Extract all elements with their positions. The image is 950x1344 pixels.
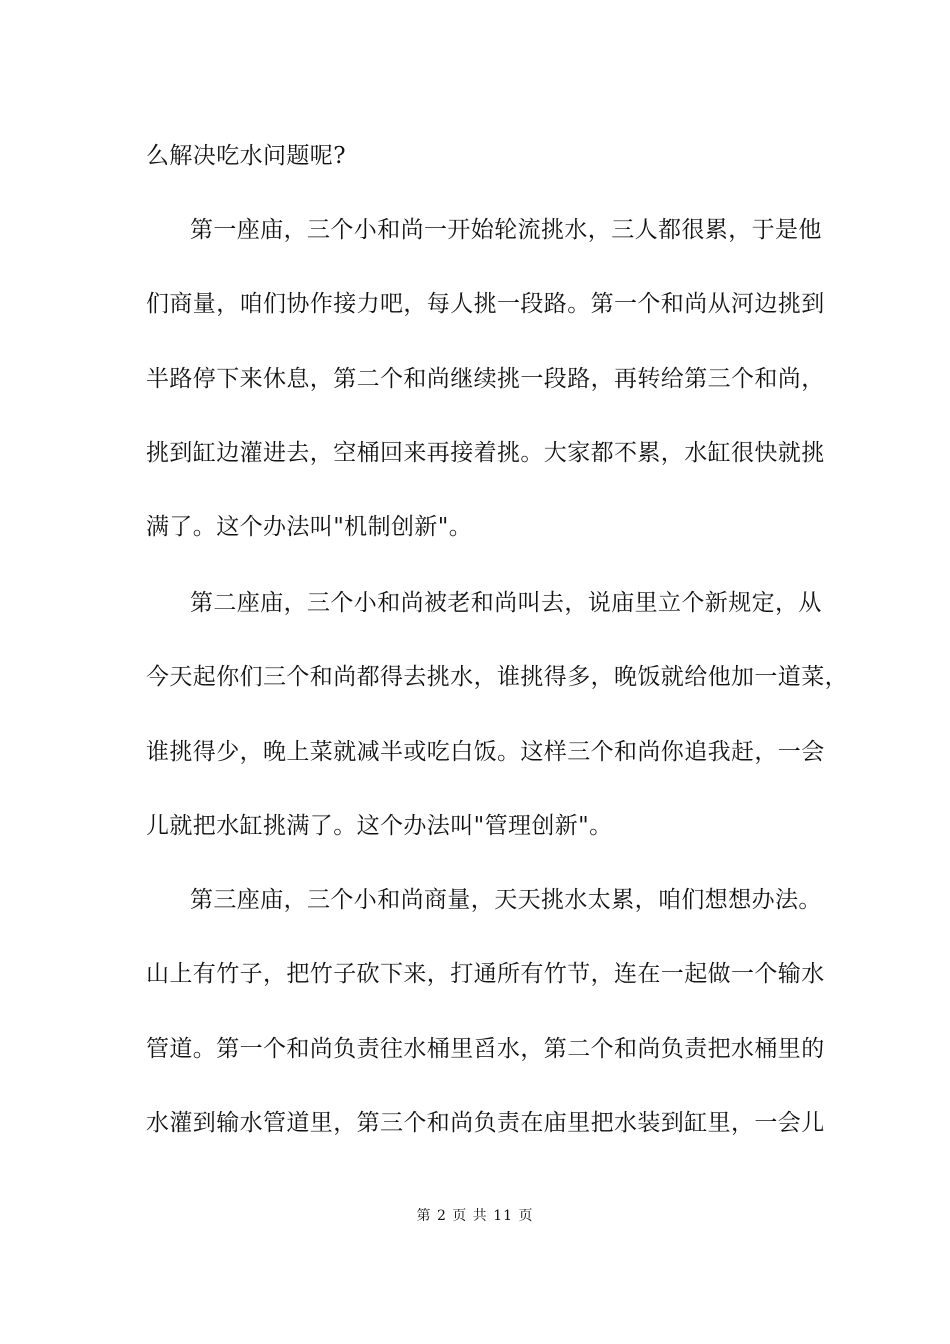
text-line: 满了。这个办法叫"机制创新"。 xyxy=(146,514,473,540)
text-line: 今天起你们三个和尚都得去挑水，谁挑得多，晚饭就给他加一道菜， xyxy=(146,664,848,690)
text-line: 水灌到输水管道里，第三个和尚负责在庙里把水装到缸里，一会儿 xyxy=(146,1110,825,1136)
text-line: 谁挑得少，晚上菜就减半或吃白饭。这样三个和尚你追我赶，一会 xyxy=(146,739,825,765)
text-line: 们商量，咱们协作接力吧，每人挑一段路。第一个和尚从河边挑到 xyxy=(146,291,825,317)
paragraph-1-line: 第一座庙，三个小和尚一开始轮流挑水，三人都很累，于是他 xyxy=(190,217,822,243)
paragraph-3-line: 第三座庙，三个小和尚商量，天天挑水太累，咱们想想办法。 xyxy=(190,887,822,913)
text-line: 管道。第一个和尚负责往水桶里舀水，第二个和尚负责把水桶里的 xyxy=(146,1036,825,1062)
text-line: 儿就把水缸挑满了。这个办法叫"管理创新"。 xyxy=(146,813,613,839)
paragraph-2-line: 第二座庙，三个小和尚被老和尚叫去，说庙里立个新规定，从 xyxy=(190,590,822,616)
text-line: 山上有竹子，把竹子砍下来，打通所有竹节，连在一起做一个输水 xyxy=(146,961,825,987)
text-line: 挑到缸边灌进去，空桶回来再接着挑。大家都不累，水缸很快就挑 xyxy=(146,440,825,466)
text-line: 么解决吃水问题呢? xyxy=(146,143,346,169)
page-number-footer: 第 2 页 共 11 页 xyxy=(416,1208,534,1224)
text-line: 半路停下来休息，第二个和尚继续挑一段路，再转给第三个和尚， xyxy=(146,366,825,392)
